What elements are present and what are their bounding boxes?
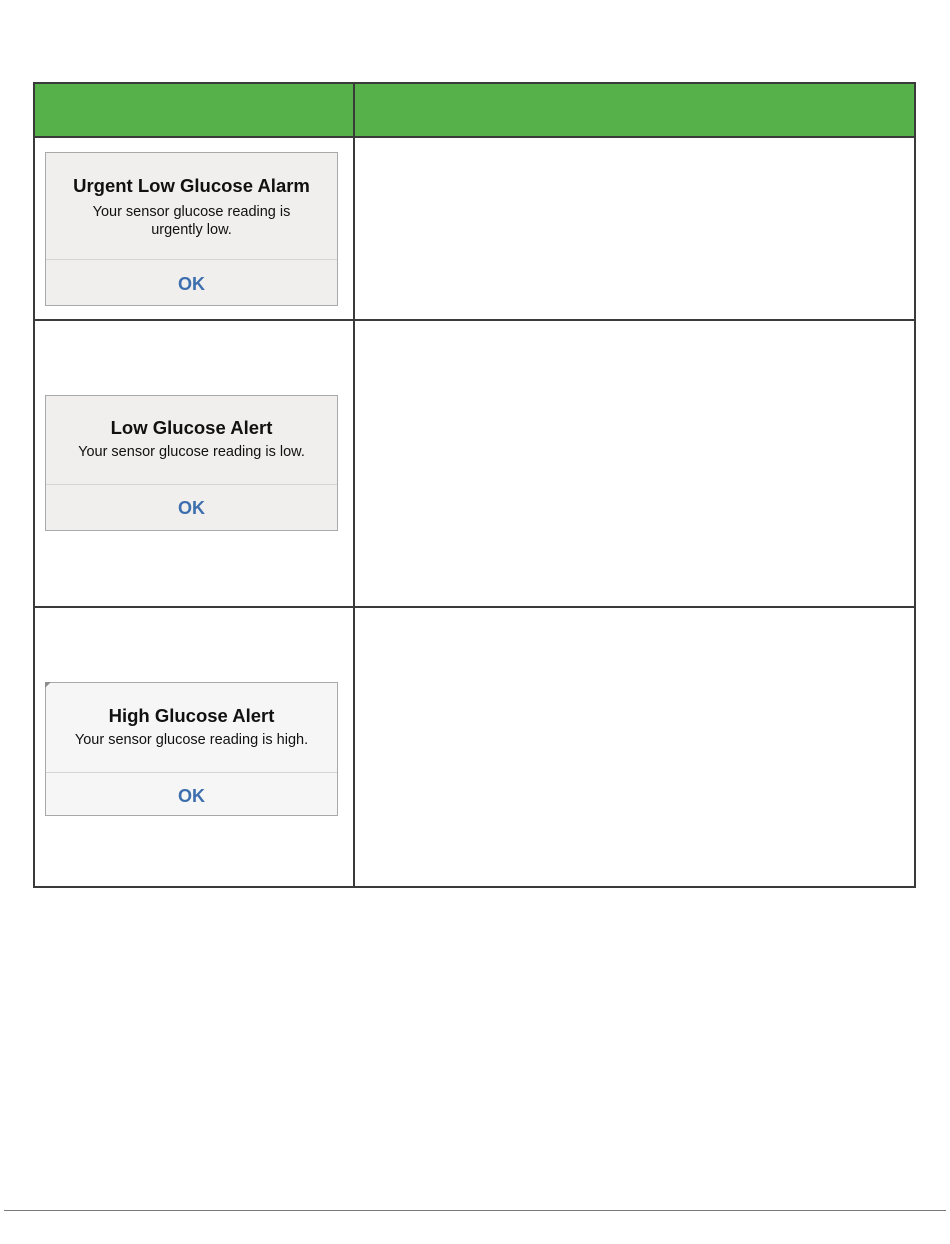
dialog-message: Your sensor glucose reading is low. [78,444,305,460]
high-glucose-alert-dialog [45,682,338,816]
dialog-separator [46,484,337,485]
dialog-message: Your sensor glucose reading is urgently low. [92,204,291,238]
table-row [35,608,914,886]
ok-button[interactable]: OK [178,498,205,518]
ok-button[interactable]: OK [178,274,205,294]
alert-description-cell [355,321,914,606]
urgent-low-alarm-dialog [45,152,338,306]
footer-rule [4,1210,946,1211]
header-cell-description [355,84,914,136]
alert-description-cell [355,138,914,319]
dialog-message: Your sensor glucose reading is high. [74,732,309,748]
corner-mark [45,682,51,688]
alert-image-cell [35,321,353,606]
table-row [35,138,914,321]
ok-button[interactable]: OK [178,786,205,806]
alert-description-cell [355,608,914,886]
table-header-row [35,84,914,138]
table-row [35,321,914,608]
dialog-title: Low Glucose Alert [110,417,273,438]
dialog-separator [46,259,337,260]
alert-image-cell [35,138,353,319]
alert-table [33,82,916,888]
alert-image-cell [35,608,353,886]
dialog-title: Urgent Low Glucose Alarm [73,175,310,196]
low-glucose-alert-dialog [45,395,338,531]
dialog-separator [46,772,337,773]
header-cell-alert [35,84,353,136]
column-divider [353,84,355,886]
dialog-title: High Glucose Alert [108,705,275,726]
